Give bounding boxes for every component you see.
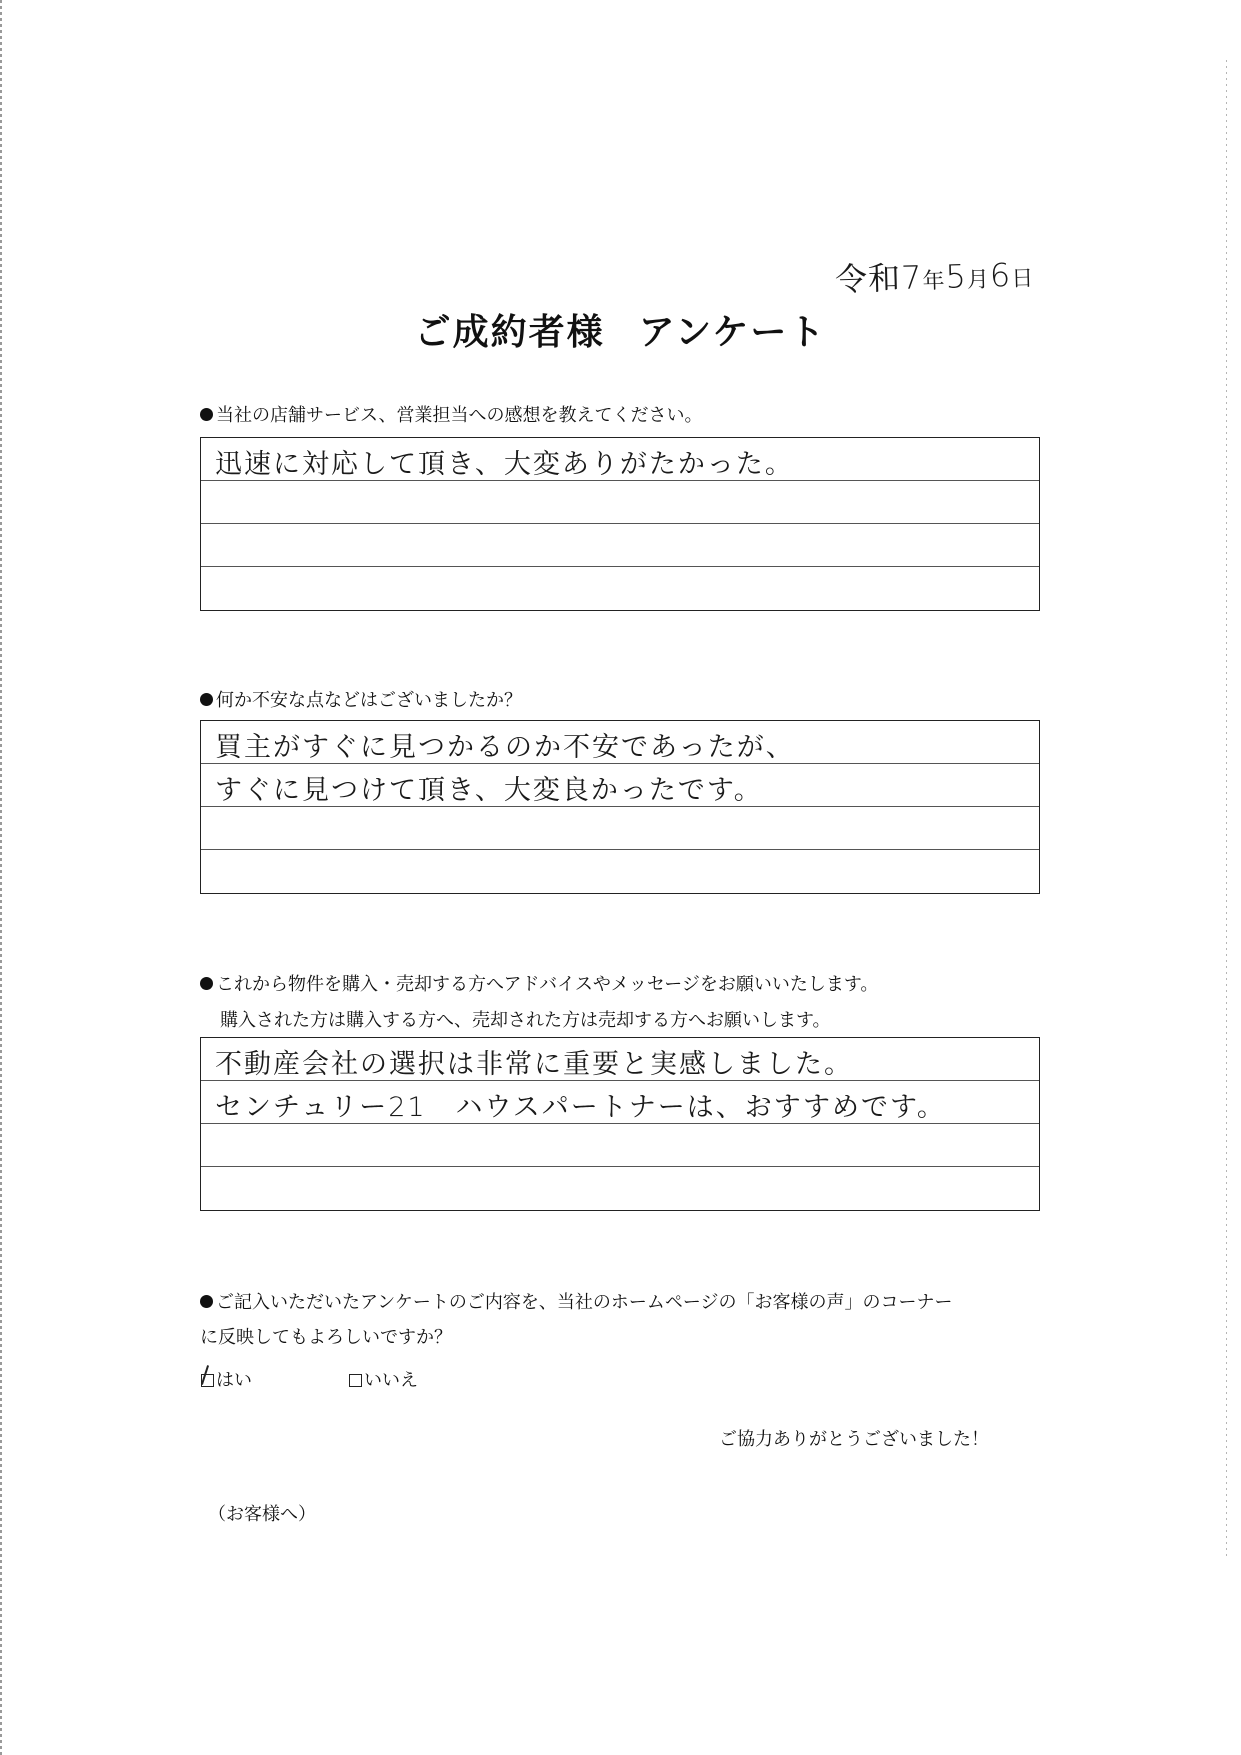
answer-line xyxy=(201,1038,1039,1081)
question-3 xyxy=(200,976,878,994)
consent-yes-option[interactable] xyxy=(201,1366,252,1392)
date-year-suffix: 年 xyxy=(922,268,946,295)
date-month-suffix: 月 xyxy=(966,267,991,294)
consent-question xyxy=(200,1294,953,1312)
question-3-text-line-2: 購入された方は購入する方へ、売却された方は売却する方へお願いします。 xyxy=(220,1010,831,1031)
answer-line xyxy=(201,567,1039,610)
bullet-icon xyxy=(200,693,213,706)
date-era-year: 令和7 xyxy=(834,258,923,299)
title-part-1: ご成約者様 xyxy=(414,312,605,353)
consent-no-option[interactable] xyxy=(349,1366,418,1392)
answer-line xyxy=(201,438,1039,481)
no-label: いいえ xyxy=(364,1370,418,1391)
customer-note: （お客様へ） xyxy=(208,1504,316,1525)
bullet-icon xyxy=(200,977,213,990)
question-3-line-2 xyxy=(220,1012,831,1030)
bullet-icon xyxy=(200,1295,213,1308)
answer-line xyxy=(201,850,1039,893)
date-day-suffix: 日 xyxy=(1010,266,1035,292)
yes-checkbox[interactable] xyxy=(201,1374,214,1387)
answer-line xyxy=(201,764,1039,807)
answer-line xyxy=(201,481,1039,524)
answer-box-2 xyxy=(200,720,1040,894)
question-1 xyxy=(200,407,703,425)
question-1-text: 当社の店舗サービス、営業担当への感想を教えてください。 xyxy=(216,405,703,426)
scan-edge-right xyxy=(1226,60,1227,1560)
no-checkbox[interactable] xyxy=(349,1374,362,1387)
consent-question-text-line-2: に反映してもよろしいですか？ xyxy=(200,1327,452,1348)
answer-line xyxy=(201,524,1039,567)
answer-box-1 xyxy=(200,437,1040,611)
thanks-message: ご協力ありがとうございました！ xyxy=(719,1429,989,1450)
answer-line xyxy=(201,1167,1039,1210)
consent-question-line-1: ご記入いただいたアンケートのご内容を、当社のホームページの「お客様の声」のコーナー xyxy=(216,1292,953,1313)
page-title xyxy=(0,304,1241,355)
answer-line xyxy=(201,807,1039,850)
answer-line xyxy=(201,1081,1039,1124)
handwritten-date xyxy=(834,249,1034,300)
question-3-text-line-1: これから物件を購入・売却する方へアドバイスやメッセージをお願いいたします。 xyxy=(216,974,879,995)
yes-label: はい xyxy=(216,1370,252,1391)
title-part-2: アンケート xyxy=(638,312,827,353)
answer-text: 迅速に対応して頂き、大変ありがたかった。 xyxy=(215,449,794,480)
answer-text: センチュリー21 ハウスパートナーは、おすすめです。 xyxy=(215,1092,946,1123)
answer-line xyxy=(201,1124,1039,1167)
bullet-icon xyxy=(200,408,213,421)
answer-line xyxy=(201,721,1039,764)
answer-box-3 xyxy=(200,1037,1040,1211)
date-day: 6 xyxy=(989,256,1012,295)
consent-question-line-2 xyxy=(200,1329,452,1347)
answer-text: すぐに見つけて頂き、大変良かったです。 xyxy=(215,775,763,806)
answer-text: 不動産会社の選択は非常に重要と実感しました。 xyxy=(215,1049,853,1080)
scan-edge-left xyxy=(0,0,2,1755)
check-mark-icon xyxy=(201,1365,209,1385)
question-2-text: 何か不安な点などはございましたか？ xyxy=(216,690,522,711)
question-2 xyxy=(200,692,522,710)
date-month: 5 xyxy=(944,257,968,296)
answer-text: 買主がすぐに見つかるのか不安であったが、 xyxy=(215,732,795,763)
